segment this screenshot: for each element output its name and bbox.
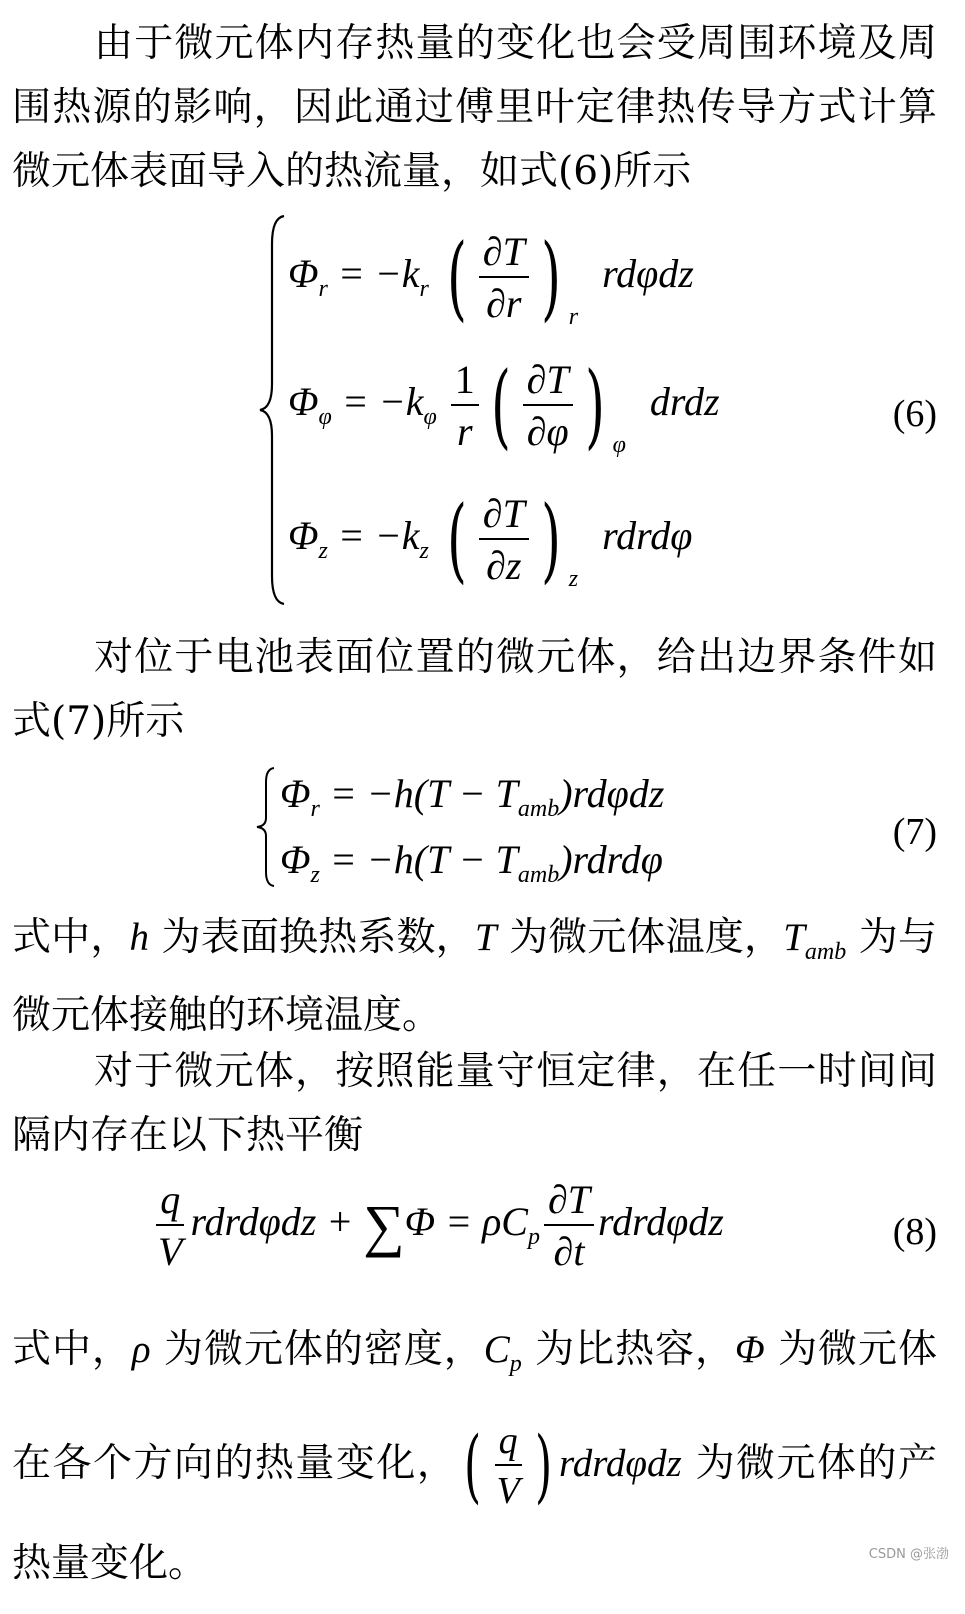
eq7-line-2 — [280, 837, 663, 888]
sub-p: p — [527, 1224, 540, 1251]
equation-8 — [0, 1176, 965, 1286]
tail: rdrdφ — [602, 513, 693, 559]
equals-k: = −k — [327, 513, 420, 559]
paragraph-3 — [12, 906, 937, 1048]
sub-amb: amb — [804, 938, 847, 965]
phi-symbol: Φ — [288, 513, 319, 559]
text: 为微元体的产热量变化。 — [12, 1440, 937, 1586]
paragraph-5 — [12, 1300, 937, 1614]
body: = −h(T − T — [319, 771, 518, 816]
phi-symbol: Φ — [288, 251, 319, 297]
numerator: q — [156, 1180, 184, 1226]
paragraph-4-text: 对于微元体，按照能量守恒定律，在任一时间间隔内存在以下热平衡 — [12, 1049, 937, 1158]
numerator: ∂T — [523, 360, 573, 406]
text: 为微元体的密度， — [164, 1327, 484, 1372]
text: 式中， — [12, 915, 130, 960]
denominator: ∂φ — [526, 409, 569, 454]
eq7-line-1 — [280, 771, 665, 822]
expr: rdrdφdz — [558, 1441, 682, 1485]
paragraph-4 — [12, 1040, 937, 1168]
equation-number-6: (6) — [892, 393, 937, 435]
fraction — [479, 229, 529, 326]
fraction — [479, 491, 529, 588]
part1: rdrdφdz + — [190, 1199, 364, 1245]
sub: z — [419, 538, 429, 565]
equation-number-8: (8) — [892, 1211, 937, 1253]
left-paren: ( — [446, 224, 467, 331]
tail: rdφdz — [602, 251, 694, 297]
symbol-T: T — [474, 916, 497, 959]
left-paren: ( — [446, 486, 467, 593]
eq6-line-2 — [288, 352, 720, 459]
tail: rdrdφdz — [598, 1199, 724, 1245]
sub: r — [310, 796, 320, 822]
left-paren: ( — [464, 1418, 482, 1512]
fraction-q-over-V — [154, 1177, 186, 1274]
numerator: q — [495, 1422, 522, 1466]
symbol-phi: Φ — [734, 1328, 765, 1371]
fraction — [523, 357, 573, 454]
sub: φ — [612, 432, 626, 459]
denominator: ∂z — [486, 543, 522, 588]
sub-p: p — [509, 1350, 522, 1377]
denominator: ∂t — [553, 1229, 585, 1274]
equation-6 — [0, 210, 965, 610]
text: 为表面换热系数， — [161, 915, 475, 960]
denominator: V — [158, 1229, 183, 1274]
sub: amb — [517, 796, 560, 822]
fraction-dT-dt — [544, 1177, 594, 1274]
right-paren: ) — [584, 352, 605, 459]
denominator: r — [456, 409, 473, 454]
tail: )rdrdφ — [559, 837, 663, 882]
sub: r — [568, 304, 579, 331]
equation-number-7: (7) — [892, 811, 937, 853]
sub: z — [568, 566, 579, 593]
text: 为比热容， — [535, 1327, 735, 1372]
numerator: 1 — [451, 360, 479, 406]
left-brace-6 — [258, 214, 288, 606]
symbol-h: h — [129, 916, 149, 959]
sub: r — [419, 276, 429, 303]
paragraph-2-text: 对位于电池表面位置的微元体，给出边界条件如式(7)所示 — [12, 635, 937, 744]
left-brace-7 — [254, 766, 278, 888]
tail: drdz — [649, 379, 720, 425]
denominator: V — [496, 1469, 520, 1512]
numerator: ∂T — [479, 232, 529, 278]
sub: z — [310, 862, 320, 888]
equation-7 — [0, 762, 965, 892]
tail: )rdφdz — [559, 771, 665, 816]
phi-symbol: Φ — [288, 379, 319, 425]
symbol-T-amb: T — [783, 916, 805, 959]
denominator: ∂r — [486, 281, 522, 326]
sub: φ — [318, 404, 332, 431]
eq6-line-3 — [288, 486, 693, 593]
right-paren: ) — [534, 1418, 552, 1512]
body: = −h(T − T — [319, 837, 518, 882]
fraction-one-over-r — [451, 357, 479, 454]
paragraph-2 — [12, 626, 937, 754]
sub: r — [318, 276, 328, 303]
fraction-q-over-V — [493, 1419, 524, 1512]
text: 为与微元体接触的环境温度。 — [12, 915, 937, 1038]
paragraph-1 — [12, 12, 937, 204]
symbol-C: C — [483, 1328, 510, 1371]
equals-k: = −k — [327, 251, 420, 297]
eq8-line — [150, 1177, 724, 1274]
sub: z — [318, 538, 328, 565]
sum-symbol: ∑ — [363, 1193, 405, 1258]
numerator: ∂T — [479, 494, 529, 540]
text: 为微元体温度， — [509, 915, 784, 960]
phi-symbol: Φ — [280, 837, 311, 882]
symbol-rho: ρ — [131, 1328, 151, 1371]
right-paren: ) — [540, 224, 561, 331]
paragraph-1-text: 由于微元体内存热量的变化也会受周围环境及周围热源的影响，因此通过傅里叶定律热传导方式计算微元体表面导入的热流量，如式(6)所示 — [12, 21, 937, 194]
eq6-line-1 — [288, 224, 694, 331]
text: 为微元体在各个方向的热量变化， — [12, 1327, 937, 1486]
numerator: ∂T — [544, 1180, 594, 1226]
sub: φ — [423, 404, 437, 431]
left-paren: ( — [490, 352, 511, 459]
right-paren: ) — [540, 486, 561, 593]
phi-symbol: Φ — [404, 1199, 436, 1245]
text: 式中， — [12, 1327, 132, 1372]
equals-rho-C: = ρC — [435, 1199, 528, 1245]
phi-symbol: Φ — [280, 771, 311, 816]
sub: amb — [517, 862, 560, 888]
equals-k: = −k — [331, 379, 424, 425]
watermark-text: CSDN @张渤 — [868, 1547, 949, 1562]
